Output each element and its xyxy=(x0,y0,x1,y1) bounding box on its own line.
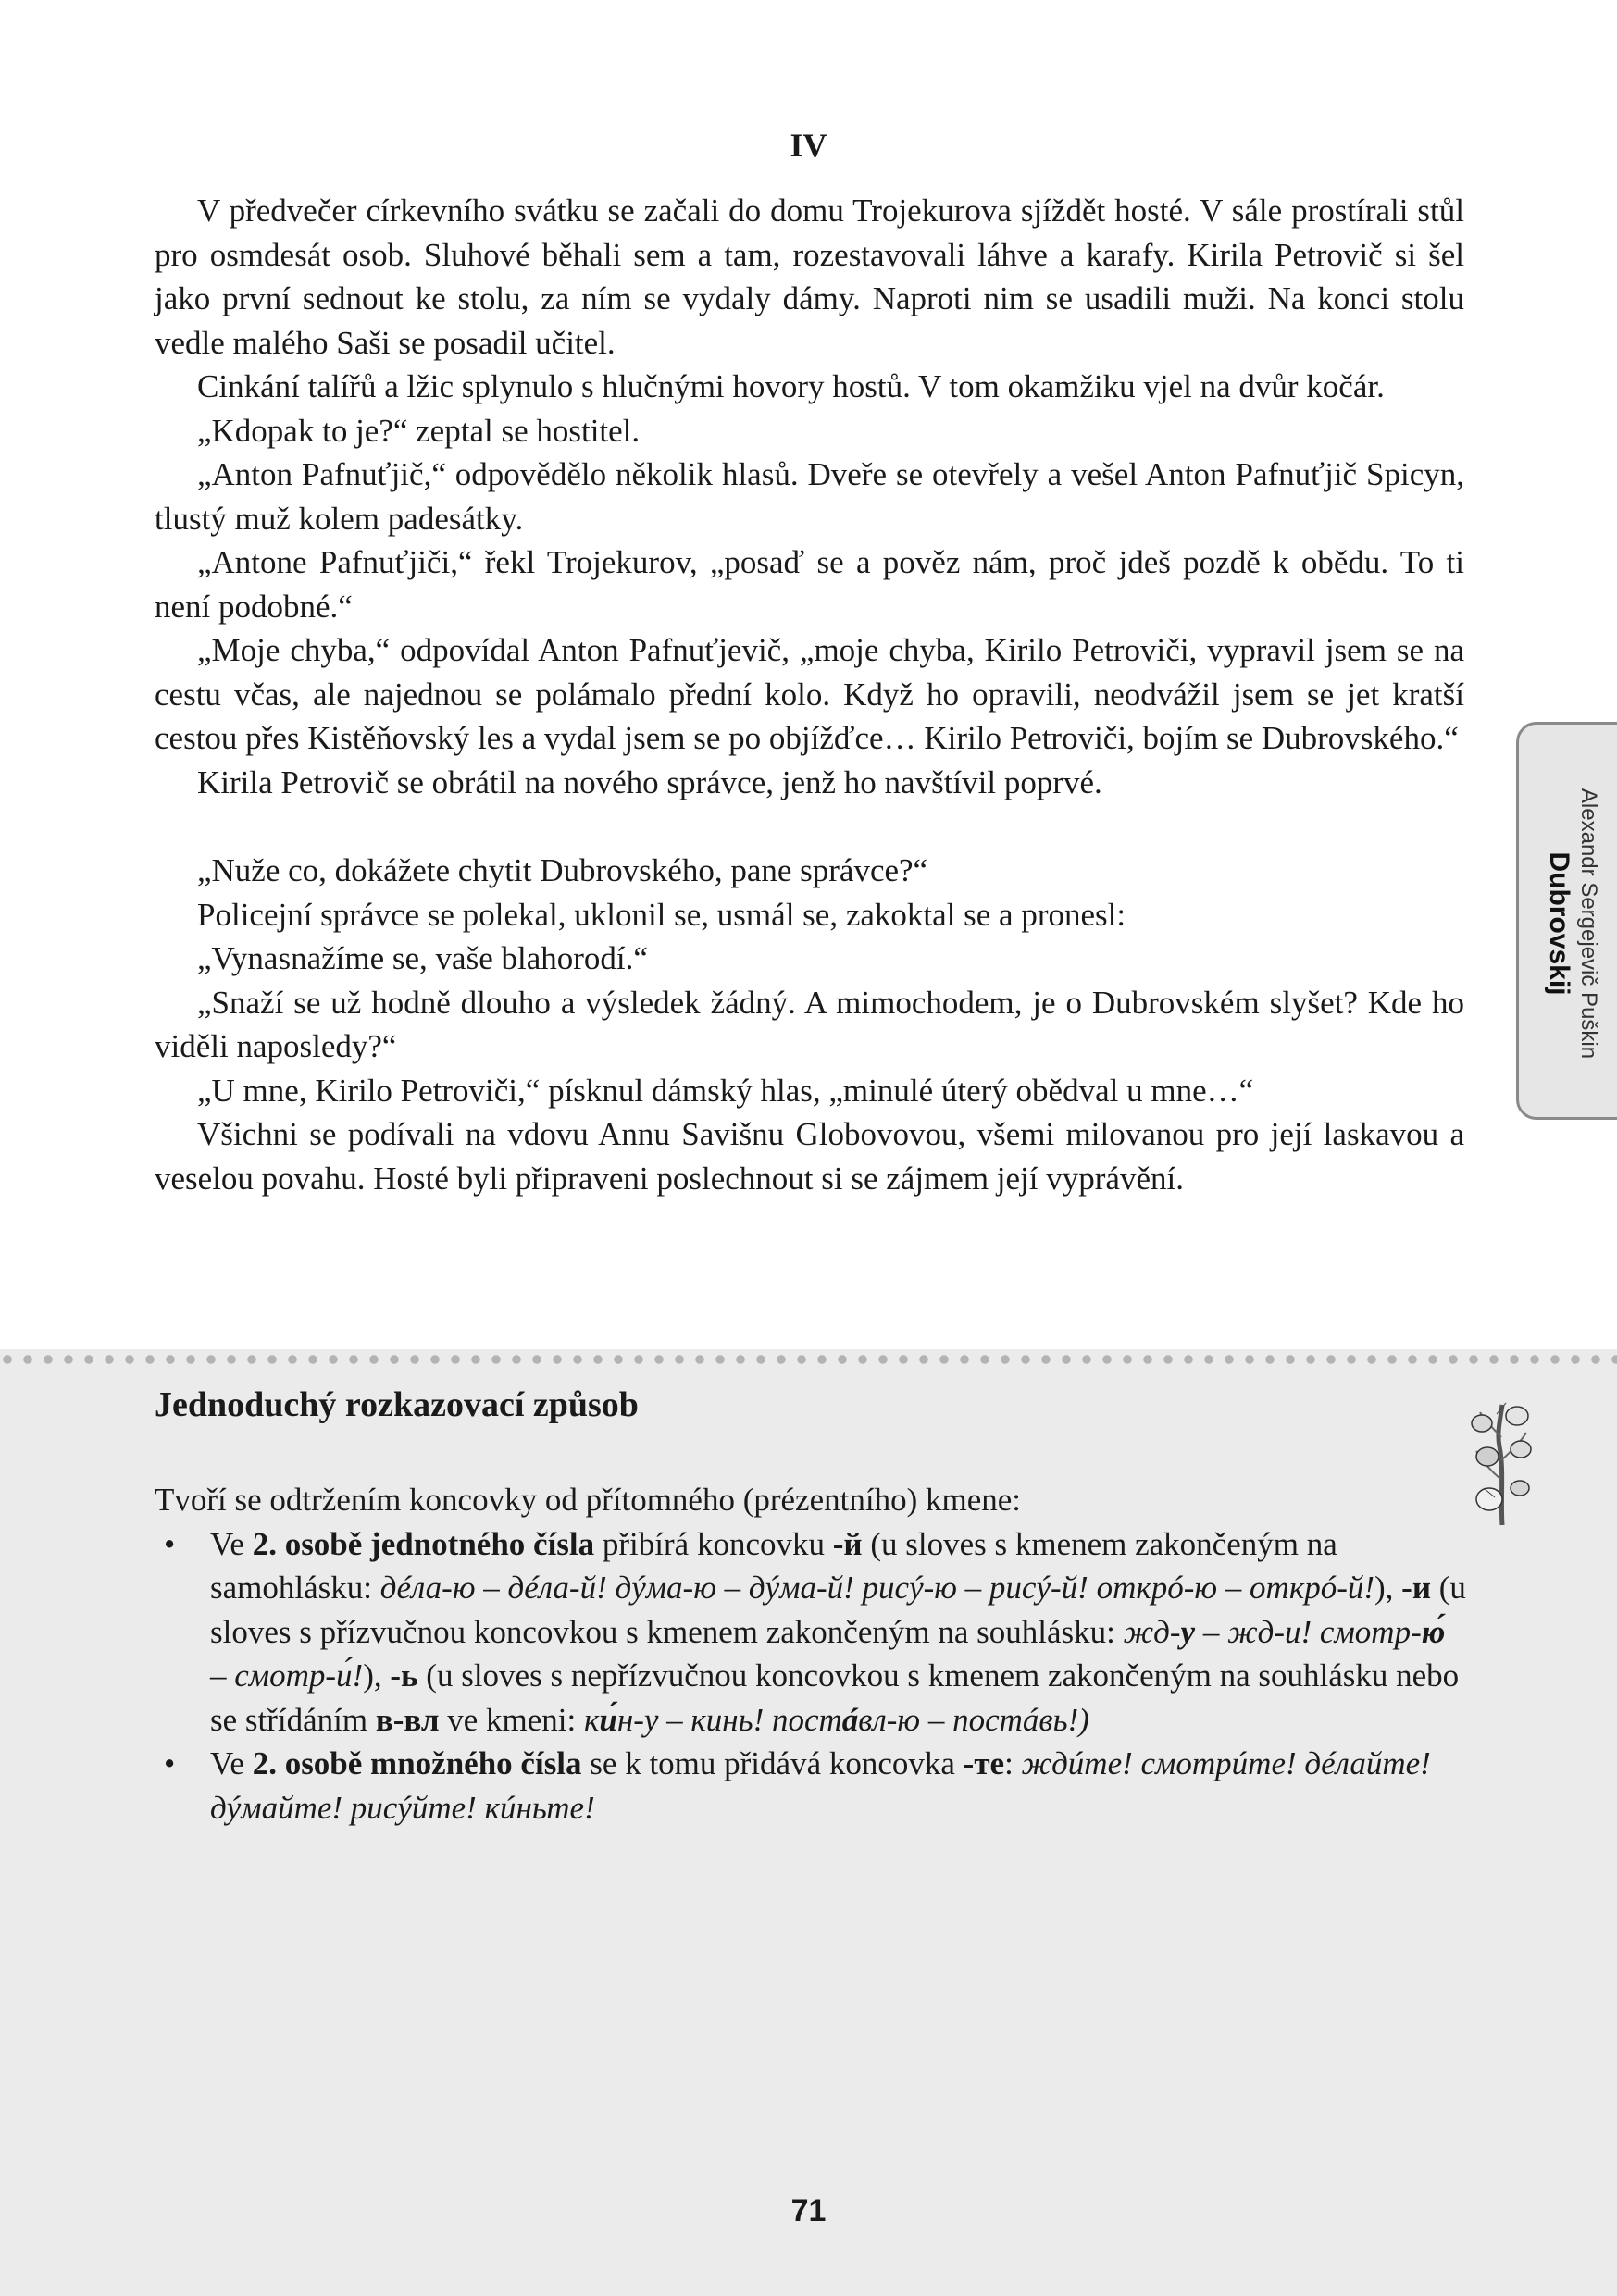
paragraph: „Moje chyba,“ odpovídal Anton Pafnuťjevič, „moje chyba, Kirilo Petroviči, vypravil jsem se na cestu včas, ale najednou se polámalo přední kolo. Když ho opravili, neodvážil jsem se jet kratší cestou přes Kistěňovský les a vydal jsem se po objížďce… Kirilo Petroviči, bojím se Dubrovského.“ xyxy=(155,632,1464,756)
paragraph: V předvečer církevního svátku se začali do domu Trojekurova sjíždět hosté. V sále prostírali stůl pro osmdesát osob. Sluhové běhali sem a tam, rozestavovali láhve a karafy. Kirila Petrovič si šel jako první sednout ke stolu, za ním se vydaly dámy. Naproti nim se usadili muži. Na konci stolu vedle malého Saši se posadil učitel. xyxy=(155,192,1464,361)
paragraph: „Anton Pafnuťjič,“ odpovědělo několik hlasů. Dveře se otevřely a vešel Anton Pafnuťjič Spicyn, tlustý muž kolem padesátky. xyxy=(155,456,1464,537)
side-tab-text xyxy=(1528,748,1602,1099)
grammar-intro: Tvoří se odtržením koncovky od přítomného (prézentního) kmene: xyxy=(155,1482,1021,1518)
dotted-divider xyxy=(0,1353,1617,1366)
paragraph: „Snaží se už hodně dlouho a výsledek žádný. A mimochodem, je o Dubrovském slyšet? Kde ho viděli naposledy?“ xyxy=(155,984,1464,1064)
paragraph: „Nuže co, dokážete chytit Dubrovského, pane správce?“ xyxy=(197,852,928,888)
page-number: 71 xyxy=(790,2193,827,2228)
bullet-icon: • xyxy=(164,1745,176,1781)
paragraph: Kirila Petrovič se obrátil na nového správce, jenž ho navštívil poprvé. xyxy=(197,763,1102,800)
bullet-icon: • xyxy=(164,1525,176,1562)
side-tab xyxy=(1516,722,1617,1120)
birch-tree-icon xyxy=(1469,1396,1534,1525)
grammar-title: Jednoduchý rozkazovací způsob xyxy=(155,1385,639,1424)
paragraph: „U mne, Kirilo Petroviči,“ písknul dámský hlas, „minulé úterý obědval u mne…“ xyxy=(197,1072,1254,1109)
paragraph: Cinkání talířů a lžic splynulo s hlučnými hovory hostů. V tom okamžiku vjel na dvůr kočár. xyxy=(197,368,1385,404)
list-item: • Ve 2. osobě jednotného čísla přibírá koncovku -й (u sloves s kmenem zakončeným na samohlásku: дéла-ю – дéла-й! дýма-ю – дýма-й! рисý-ю – рисý-й! открó-ю – открó-й!), -и (u sloves s přízvučnou koncovkou s kmenem zakončeným na souhlásku: жд-у – жд-и! смотр-ю́ – смотр-и́!), -ь (u sloves s nepřízvučnou koncovkou s kmenem zakončeným na souhlásku nebo se střídáním в-вл ve kmeni: ки́н-у – кинь! постáвл-ю – постáвь!) xyxy=(155,1522,1469,1743)
paragraph: Policejní správce se polekal, uklonil se, usmál se, zakoktal se a pronesl: xyxy=(197,896,1126,933)
paragraph: „Vynasnažíme se, vaše blahorodí.“ xyxy=(197,940,648,976)
story-text xyxy=(155,189,1464,1200)
grammar-text xyxy=(155,1478,1469,1830)
list-item: • Ve 2. osobě množného čísla se k tomu přidává koncovka -те: ждúте! смотрúте! дéлайте! дýмайте! рисýйте! кúньте! xyxy=(155,1742,1469,1830)
paragraph: „Kdopak to je?“ zeptal se hostitel. xyxy=(197,412,641,449)
paragraph: Všichni se podívali na vdovu Annu Savišnu Globovovou, všemi milovanou pro její laskavou a veselou povahu. Hosté byli připraveni poslechnout si se zájmem její vyprávění. xyxy=(155,1116,1464,1197)
grammar-list xyxy=(155,1522,1469,1831)
chapter-heading: IV xyxy=(790,127,827,164)
side-tab-book-title: Dubrovskij xyxy=(1544,851,1574,996)
paragraph: „Antone Pafnuťjiči,“ řekl Trojekurov, „posaď se a pověz nám, proč jdeš pozdě k obědu. To ti není podobné.“ xyxy=(155,544,1464,625)
side-tab-author: Alexandr Sergejevič Puškin xyxy=(1576,788,1601,1060)
